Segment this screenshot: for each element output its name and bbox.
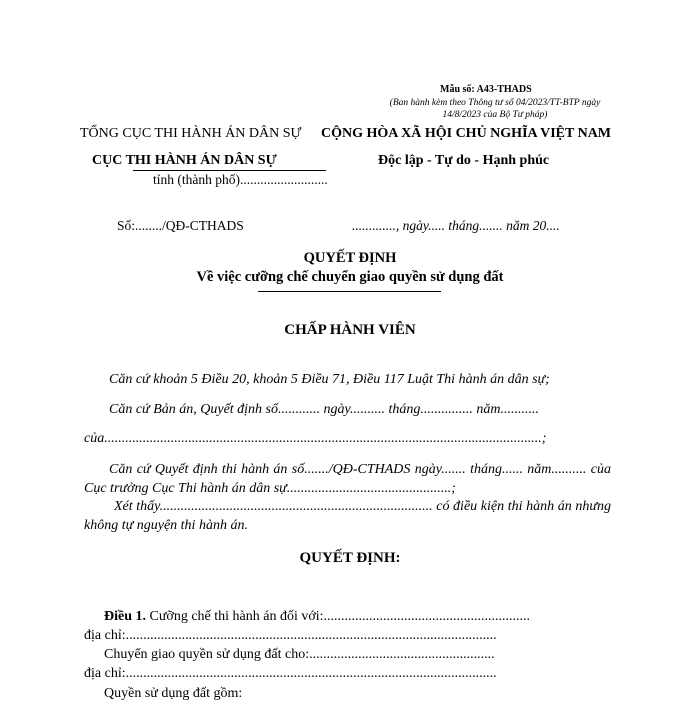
basis-paragraph-2: Căn cứ Bản án, Quyết định số............ ngày.......... tháng............... năm........... [109, 402, 539, 417]
subtitle-underline [258, 291, 441, 292]
article-1-transfer: Chuyển giao quyền sử dụng đất cho:..................................................... [104, 647, 495, 662]
department-underline [133, 170, 326, 171]
document-title: QUYẾT ĐỊNH [303, 250, 397, 266]
article-1-line [104, 609, 530, 625]
article-1-label: Điều 1. [104, 609, 146, 624]
agency-name: TỔNG CỤC THI HÀNH ÁN DÂN SỰ [80, 126, 302, 141]
document-number: Số:......../QĐ-CTHADS [117, 218, 244, 233]
nation-name: CỘNG HÒA XÃ HỘI CHỦ NGHĨA VIỆT NAM [321, 126, 612, 141]
decision-heading: QUYẾT ĐỊNH: [299, 550, 401, 566]
document-subtitle: Về việc cưỡng chế chuyển giao quyền sử dụng đất [196, 269, 504, 285]
department-name: CỤC THI HÀNH ÁN DÂN SỰ [92, 153, 277, 168]
province-line: tỉnh (thành phố).......................... [153, 172, 328, 187]
article-1-address-1: địa chỉ:.......................................................................................................... [84, 628, 497, 643]
consideration-paragraph: Xét thấy.............................................................................. có điều kiện thi hành án nhưng không tự nguyện thi hành án. [84, 499, 611, 533]
article-1-text: Cưỡng chế thi hành án đối với:........................................................... [146, 609, 531, 624]
basis-paragraph-3: Căn cứ Quyết định thi hành án số......./QĐ-CTHADS ngày....... tháng...... năm.......... của Cục trưởng Cục Thi hành án dân sự...............................................; [84, 462, 611, 496]
document-date: ............., ngày..... tháng....... năm 20.... [352, 218, 560, 233]
article-1-address-2: địa chỉ:.......................................................................................................... [84, 666, 497, 681]
officer-heading: CHẤP HÀNH VIÊN [284, 322, 416, 338]
basis-paragraph-2-continued: của.............................................................................................................................; [84, 431, 547, 446]
basis-paragraph-1: Căn cứ khoản 5 Điều 20, khoản 5 Điều 71, Điều 117 Luật Thi hành án dân sự; [109, 372, 550, 387]
form-note: (Ban hành kèm theo Thông tư số 04/2023/TT-BTP ngày 14/8/2023 của Bộ Tư pháp) [389, 98, 601, 120]
article-1-land: Quyền sử dụng đất gồm: [104, 686, 243, 701]
national-motto: Độc lập - Tự do - Hạnh phúc [378, 153, 550, 168]
form-code: Mẫu số: A43-THADS [440, 84, 532, 95]
